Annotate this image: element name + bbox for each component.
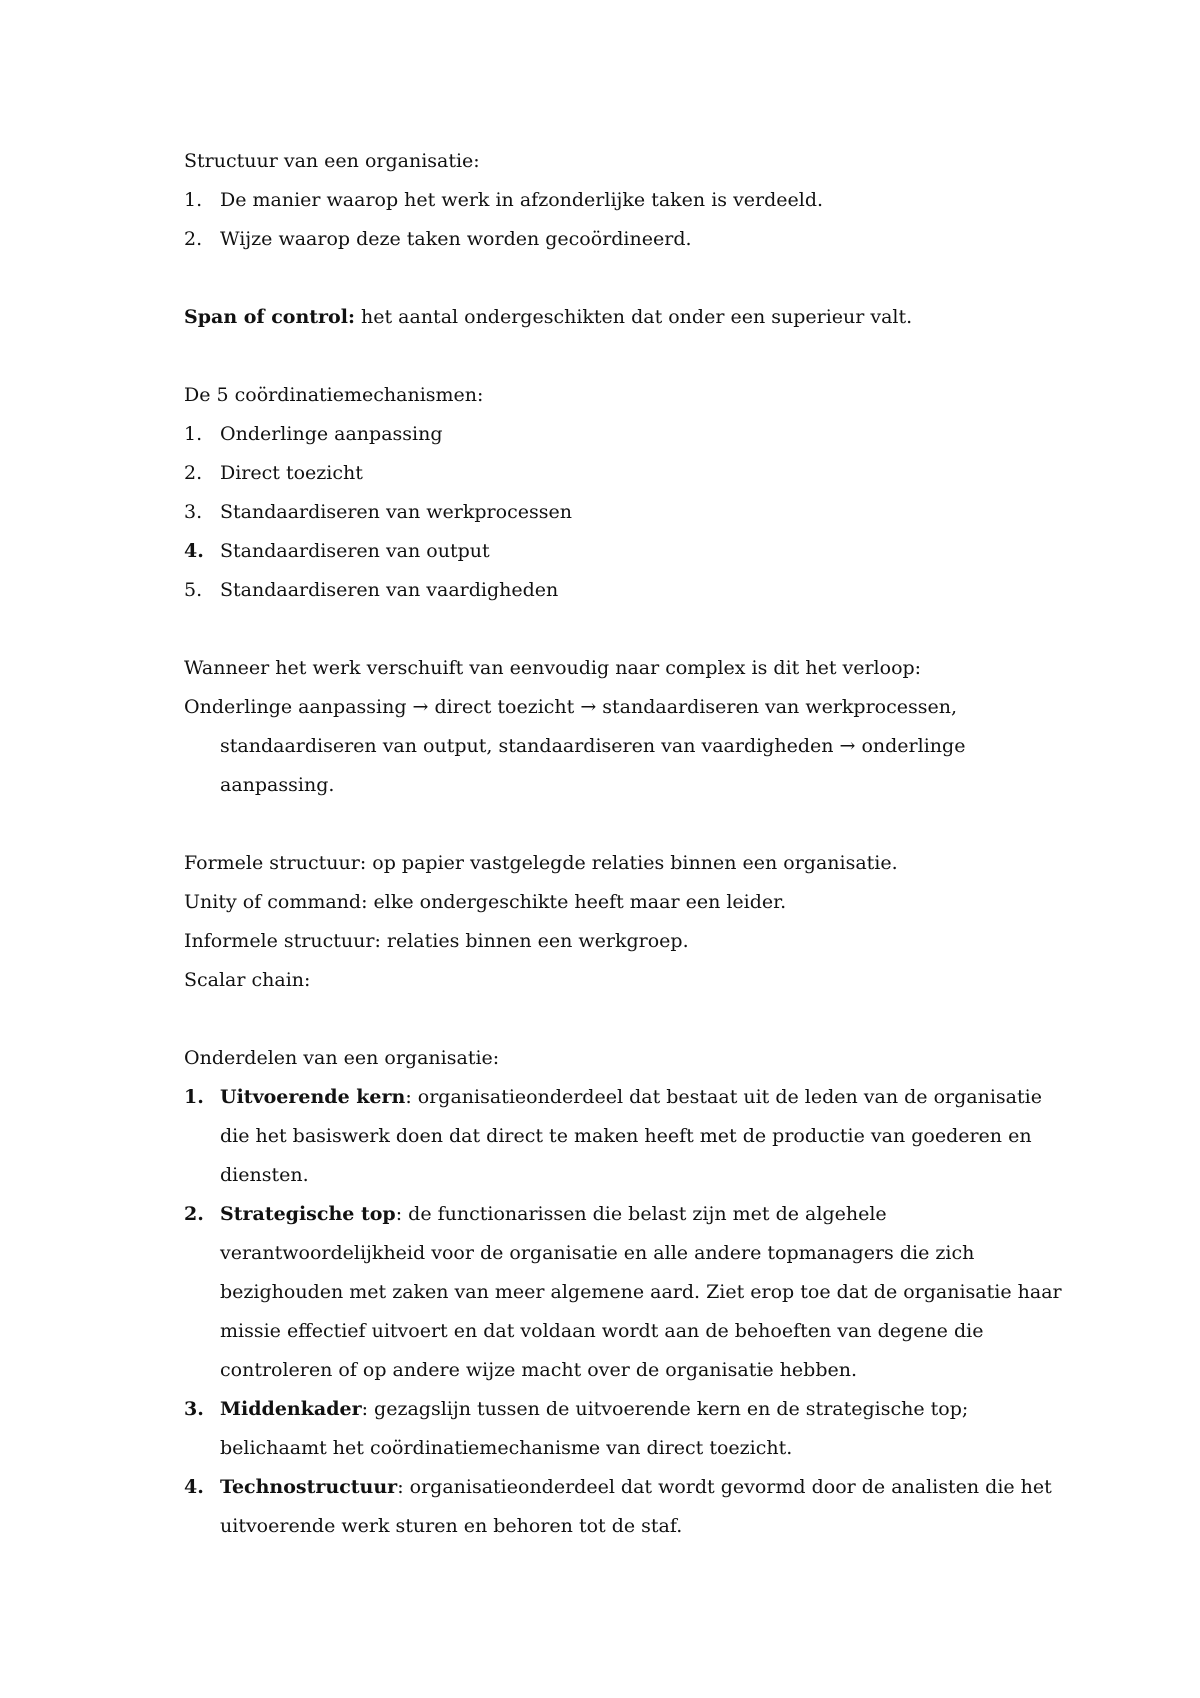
- list-item: [184, 1468, 1064, 1546]
- list-number: 5.: [184, 579, 203, 601]
- verloop-intro: Wanneer het werk verschuift van eenvoudig naar complex is dit het verloop:: [184, 657, 922, 679]
- list-item: [184, 1195, 1064, 1390]
- list-number: 2.: [184, 228, 203, 250]
- scalar-chain: Scalar chain:: [184, 969, 311, 991]
- spacer: [184, 610, 1064, 649]
- definition: : de functionarissen die belast zijn met de algehele verantwoordelijkheid voor de organisatie en alle andere topmanagers die zich bezighouden met zaken van meer algemene aard. Ziet erop toe dat de organisatie haar missie effectief uitvoert en dat voldaan wordt aan de behoeften van degene die controleren of op andere wijze macht over de organisatie hebben.: [220, 1203, 1062, 1381]
- informele-structuur: Informele structuur: relaties binnen een werkgroep.: [184, 930, 689, 952]
- spacer: [184, 1000, 1064, 1039]
- list-item: [184, 571, 1064, 610]
- list-item: [184, 454, 1064, 493]
- list-text: Direct toezicht: [220, 462, 363, 484]
- list-item: [184, 181, 1064, 220]
- list-item: [184, 532, 1064, 571]
- definition: : gezagslijn tussen de uitvoerende kern en de strategische top; belichaamt het coördinatiemechanisme van direct toezicht.: [220, 1398, 969, 1459]
- span-of-control-paragraph: [184, 298, 1064, 337]
- list-item: [184, 220, 1064, 259]
- list-text: De manier waarop het werk in afzonderlijke taken is verdeeld.: [220, 189, 824, 211]
- term: Strategische top: [220, 1203, 396, 1225]
- list-number: 2.: [184, 1203, 204, 1225]
- list-text: Onderlinge aanpassing: [220, 423, 443, 445]
- definition: : organisatieonderdeel dat wordt gevormd door de analisten die het uitvoerende werk sturen en behoren tot de staf.: [220, 1476, 1052, 1537]
- list-number: 3.: [184, 1398, 204, 1420]
- list-number: 4.: [184, 1476, 204, 1498]
- span-of-control-definition: het aantal ondergeschikten dat onder een superieur valt.: [354, 306, 913, 328]
- unity-of-command: Unity of command: elke ondergeschikte heeft maar een leider.: [184, 891, 787, 913]
- list-text: [220, 1078, 1064, 1195]
- list-text: Wijze waarop deze taken worden gecoördineerd.: [220, 228, 692, 250]
- list-number: 1.: [184, 1086, 204, 1108]
- list-item: [184, 1390, 1064, 1468]
- list-text: [220, 1195, 1064, 1390]
- spacer: [184, 259, 1064, 298]
- list-text: [220, 1390, 1064, 1468]
- heading-onderdelen: Onderdelen van een organisatie:: [184, 1047, 500, 1069]
- list-number: 2.: [184, 462, 203, 484]
- list-number: 3.: [184, 501, 203, 523]
- list-item: [184, 493, 1064, 532]
- list-text: Standaardiseren van werkprocessen: [220, 501, 572, 523]
- list-number: 1.: [184, 423, 203, 445]
- list-text: Standaardiseren van vaardigheden: [220, 579, 559, 601]
- term: Middenkader: [220, 1398, 362, 1420]
- list-number: 1.: [184, 189, 203, 211]
- term: Technostructuur: [220, 1476, 398, 1498]
- list-text: Standaardiseren van output: [220, 540, 490, 562]
- spacer: [184, 805, 1064, 844]
- verloop-sequence: Onderlinge aanpassing → direct toezicht → standaardiseren van werkprocessen, standaardiseren van output, standaardiseren van vaardigheden → onderlinge aanpassing.: [184, 696, 966, 796]
- list-item: [184, 415, 1064, 454]
- formele-structuur: Formele structuur: op papier vastgelegde relaties binnen een organisatie.: [184, 852, 898, 874]
- heading-structuur: Structuur van een organisatie:: [184, 150, 480, 172]
- definition: : organisatieonderdeel dat bestaat uit de leden van de organisatie die het basiswerk doen dat direct te maken heeft met de productie van goederen en diensten.: [220, 1086, 1042, 1186]
- list-number: 4.: [184, 540, 204, 562]
- term: Uitvoerende kern: [220, 1086, 406, 1108]
- list-text: [220, 1468, 1064, 1546]
- list-item: [184, 1078, 1064, 1195]
- spacer: [184, 337, 1064, 376]
- span-of-control-term: Span of control:: [184, 306, 355, 328]
- document-body: [184, 142, 1064, 1546]
- heading-coordinatiemechanismen: De 5 coördinatiemechanismen:: [184, 384, 484, 406]
